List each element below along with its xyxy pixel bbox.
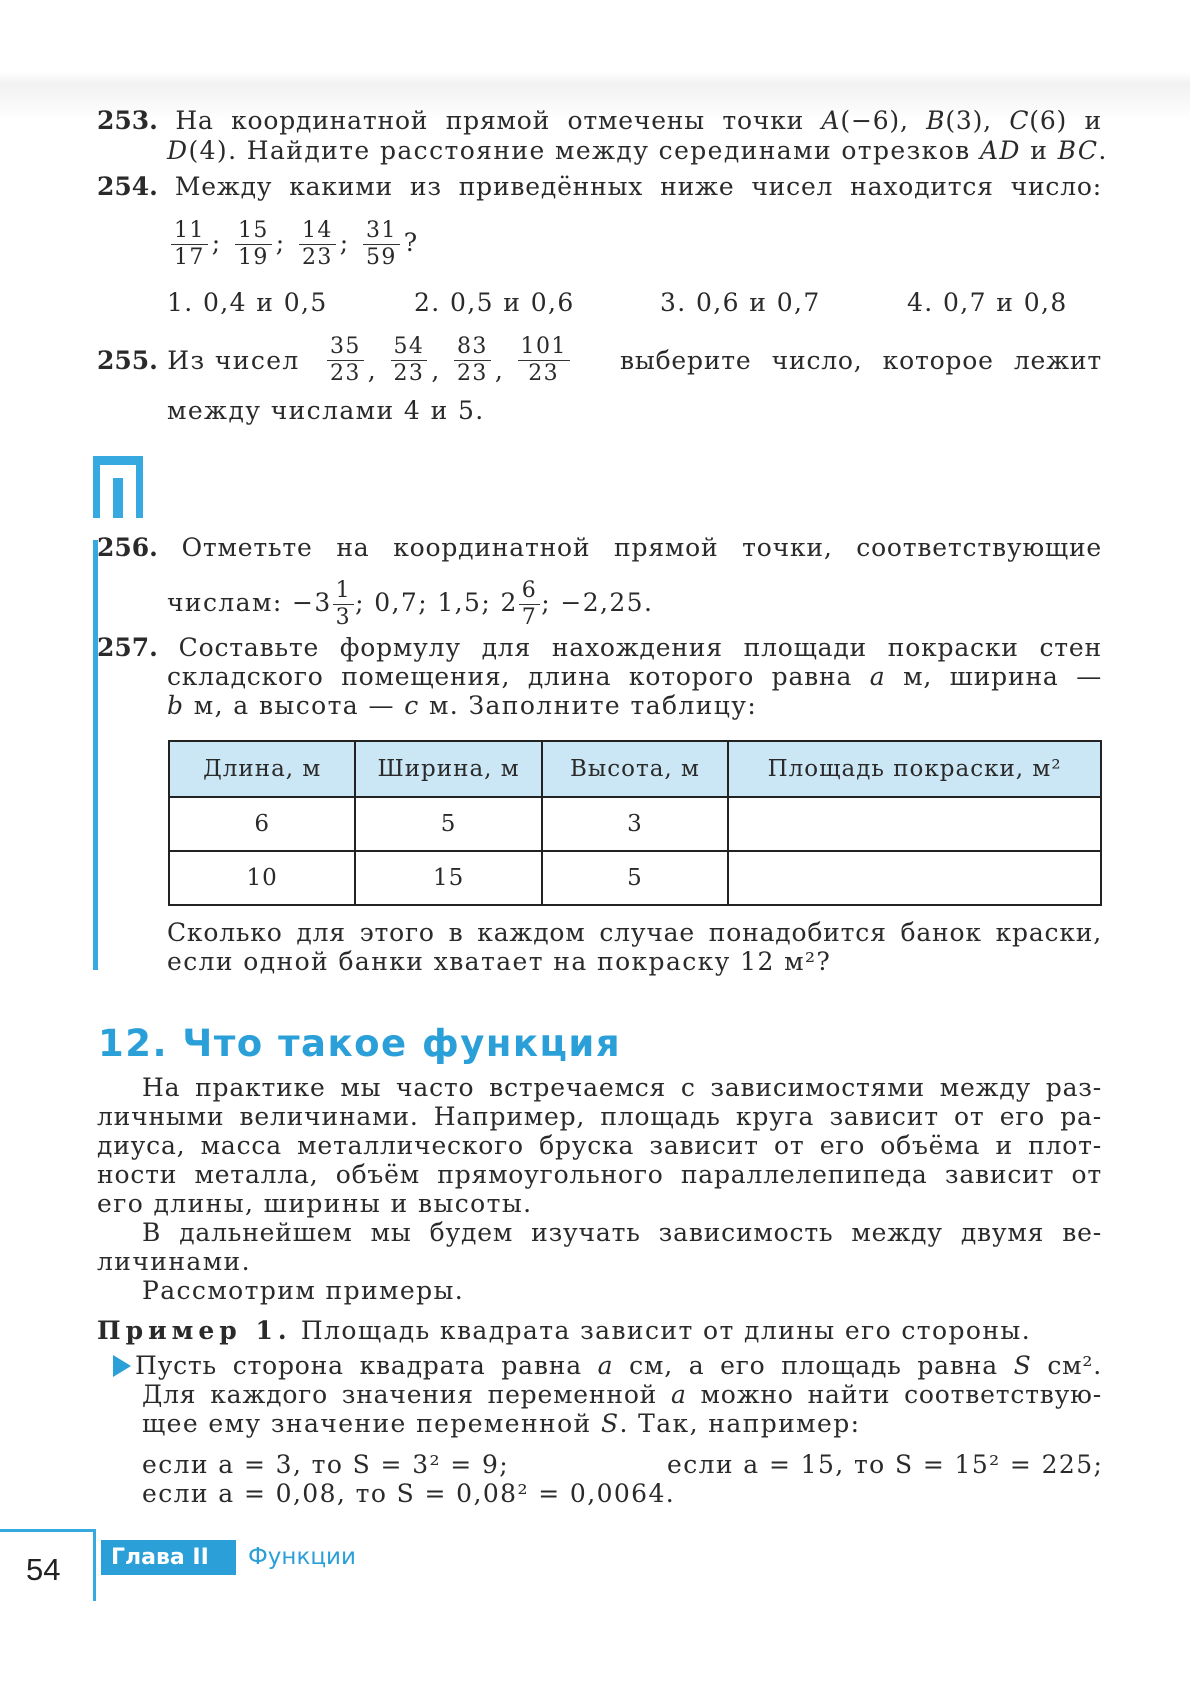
problem-256-line1: 256. Отметьте на координатной прямой точки, соответствующие: [97, 533, 1102, 562]
footer-divider: [93, 1529, 96, 1601]
fraction: $\frac{101}{23}$: [518, 334, 570, 387]
calc-line: если a = 15, то S = 15² = 225;: [667, 1450, 1104, 1479]
problem-256-line2: числам: −3 $\frac{1}{3}$ ; 0,7; 1,5; 2 $\frac{6}{7}$ ; −2,25.: [167, 578, 654, 630]
example-line2: Для каждого значения переменной a можно найти соответствую-: [142, 1380, 1102, 1409]
table-cell: [728, 797, 1101, 851]
fraction: $\frac{15}{19}$: [235, 218, 272, 271]
example-heading: Пример 1. Площадь квадрата зависит от длины его стороны.: [97, 1316, 1032, 1345]
top-shadow: [0, 0, 1190, 120]
chapter-name: Функции: [248, 1544, 356, 1570]
page-number: 54: [26, 1552, 61, 1587]
section-title: 12. Что такое функция: [98, 1022, 622, 1065]
table-header-row: [169, 741, 1101, 797]
column-header: Длина, м: [169, 741, 355, 797]
problem-255-fractions: $\frac{35}{23}$ , $\frac{54}{23}$ , $\frac{83}{23}$ , $\frac{101}{23}$: [323, 346, 574, 376]
problem-255-line2: между числами 4 и 5.: [167, 396, 485, 425]
table-row: [169, 797, 1101, 851]
table-cell: [728, 851, 1101, 905]
answer-option: 3. 0,6 и 0,7: [660, 288, 821, 317]
fraction: $\frac{83}{23}$: [454, 334, 491, 387]
fraction: $\frac{31}{59}$: [363, 218, 400, 271]
practice-marker-icon: [93, 456, 143, 518]
answer-option: 4. 0,7 и 0,8: [907, 288, 1068, 317]
table-cell: 10: [169, 851, 355, 905]
problem-257-question2: если одной банки хватает на покраску 12 м²?: [167, 947, 832, 976]
paint-area-table: [168, 740, 1102, 906]
body-line: диуса, масса металлического бруска зависит от его объёма и плот-: [97, 1131, 1102, 1160]
fraction: $\frac{11}{17}$: [171, 218, 208, 271]
body-line: В дальнейшем мы будем изучать зависимость между двумя ве-: [142, 1218, 1102, 1247]
body-line: На практике мы часто встречаемся с зависимостями между раз-: [142, 1073, 1102, 1102]
example-line1: Пусть сторона квадрата равна a см, а его площадь равна S см².: [113, 1351, 1102, 1381]
table-row: [169, 851, 1101, 905]
fraction: $\frac{35}{23}$: [327, 334, 364, 387]
column-header: Высота, м: [542, 741, 728, 797]
problem-254-line1: 254. Между какими из приведённых ниже чисел находится число:: [97, 172, 1102, 201]
problem-253-line1: 253. На координатной прямой отмечены точки A(−6), B(3), C(6) и: [97, 106, 1103, 135]
answer-option: 2. 0,5 и 0,6: [414, 288, 575, 317]
body-line: его длины, ширины и высоты.: [97, 1189, 533, 1218]
example-line3: щее ему значение переменной S. Так, например:: [142, 1409, 861, 1438]
table-cell: 5: [355, 797, 541, 851]
body-line: личными величинами. Например, площадь круга зависит от его ра-: [97, 1102, 1102, 1131]
footer-rule: [0, 1529, 93, 1532]
fraction: $\frac{54}{23}$: [391, 334, 428, 387]
triangle-marker-icon: [113, 1355, 131, 1377]
table-cell: 5: [542, 851, 728, 905]
body-line: Рассмотрим примеры.: [142, 1276, 465, 1305]
fraction: $\frac{14}{23}$: [299, 218, 336, 271]
problem-257-line1: 257. Составьте формулу для нахождения площади покраски стен: [97, 633, 1102, 662]
body-line: личинами.: [97, 1247, 251, 1276]
body-line: ности металла, объём прямоугольного параллелепипеда зависит от: [97, 1160, 1102, 1189]
problem-257-question1: Сколько для этого в каждом случае понадобится банок краски,: [167, 918, 1102, 947]
column-header: Ширина, м: [355, 741, 541, 797]
problem-254-fractions: $\frac{11}{17}$ ; $\frac{15}{19}$ ; $\frac{14}{23}$ ; $\frac{31}{59}$ ?: [167, 218, 419, 271]
problem-257-line2: складского помещения, длина которого равна a м, ширина —: [167, 662, 1102, 691]
chapter-badge: Глава II: [101, 1540, 236, 1575]
table-cell: 6: [169, 797, 355, 851]
problem-255-line1b: выберите число, которое лежит: [620, 346, 1102, 375]
calc-line: если a = 0,08, то S = 0,08² = 0,0064.: [142, 1479, 676, 1508]
table-cell: 15: [355, 851, 541, 905]
calc-line: если a = 3, то S = 3² = 9;: [142, 1450, 510, 1479]
problem-257-line3: b м, а высота — c м. Заполните таблицу:: [167, 691, 758, 720]
practice-bar: [93, 540, 98, 970]
problem-255-line1a: 255. Из чисел: [97, 346, 300, 375]
column-header: Площадь покраски, м²: [728, 741, 1101, 797]
answer-option: 1. 0,4 и 0,5: [167, 288, 328, 317]
problem-253-line2: D(4). Найдите расстояние между серединами отрезков AD и BC.: [167, 136, 1108, 165]
table-cell: 3: [542, 797, 728, 851]
